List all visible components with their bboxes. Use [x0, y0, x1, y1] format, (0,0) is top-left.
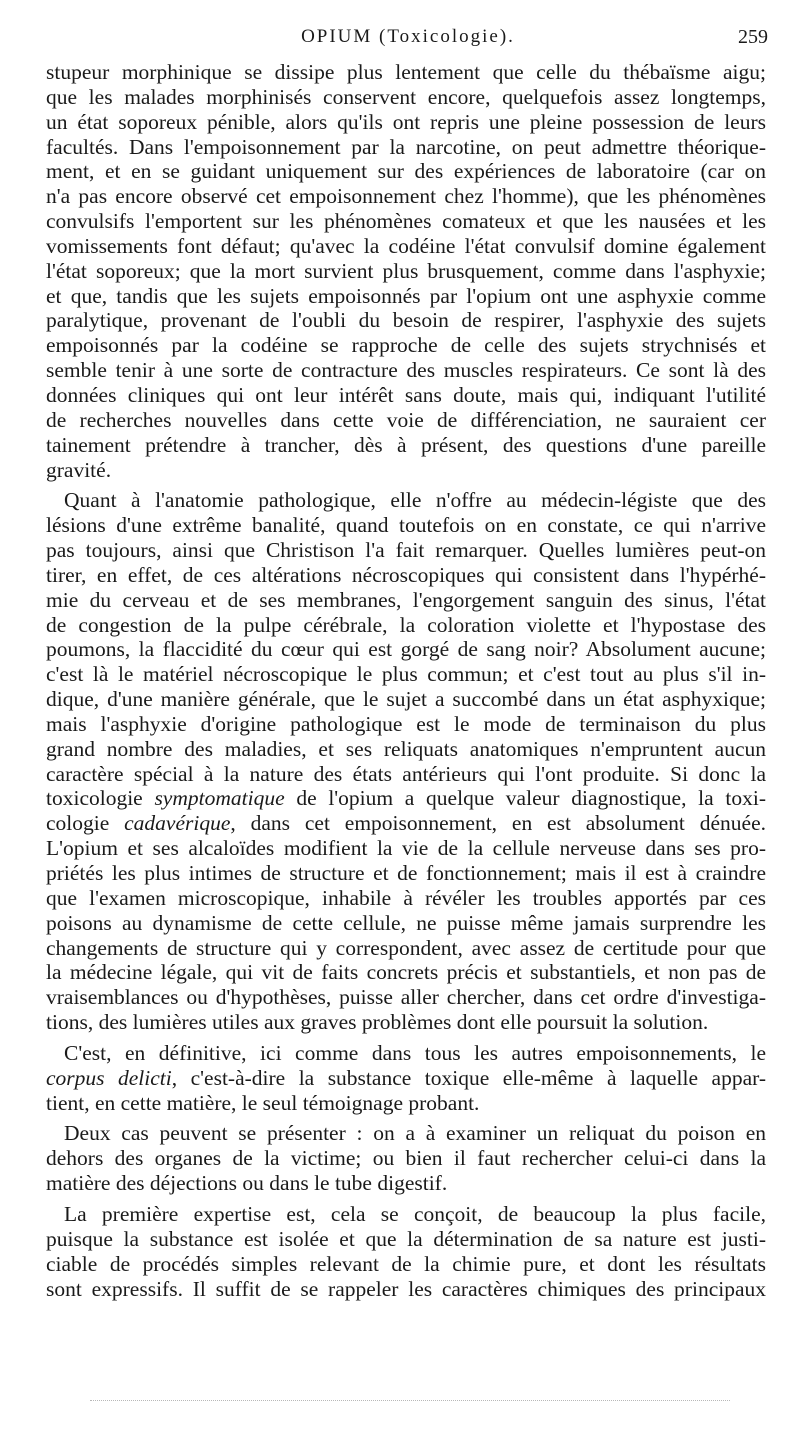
text-line: poumons, la flaccidité du cœur qui est gorgé de sang noir? Absolument aucune; — [46, 637, 766, 662]
text-line: L'opium et ses alcaloïdes modifient la vie de la cellule nerveuse dans ses pro- — [46, 836, 766, 861]
text-line: que l'examen microscopique, inhabile à révéler les troubles apportés par ces — [46, 885, 766, 910]
text-line: vraisemblances ou d'hypothèses, puisse aller chercher, dans cet ordre d'investiga- — [46, 985, 766, 1010]
italic-term: corpus delicti — [46, 1065, 172, 1090]
paragraph — [46, 60, 766, 482]
page-number: 259 — [738, 26, 768, 48]
text-line: Quant à l'anatomie pathologique, elle n'offre au médecin-légiste que des — [64, 488, 766, 513]
text-line: tirer, en effet, de ces altérations nécroscopiques qui consistent dans l'hypérhé- — [46, 562, 766, 587]
running-title: OPIUM (Toxicologie). — [301, 26, 515, 47]
text-line: grand nombre des maladies, et ses reliquats anatomiques n'empruntent aucun — [46, 736, 766, 761]
text-line: un état soporeux pénible, alors qu'ils ont repris une pleine possession de leurs — [46, 109, 766, 134]
italic-term: cadavérique — [124, 811, 231, 836]
text-line: ment, et en se guidant uniquement sur des expériences de laboratoire (car on — [46, 159, 766, 184]
paragraph — [46, 1202, 766, 1301]
paragraph — [46, 1041, 766, 1116]
text-line: changements de structure qui y correspondent, avec assez de certitude pour que — [46, 935, 766, 960]
body-text — [46, 60, 766, 1301]
paragraph — [46, 488, 766, 1035]
text-line: de congestion de la pulpe cérébrale, la coloration violette et l'hypostase des — [46, 612, 766, 637]
page-header — [48, 26, 768, 56]
text-line: n'a pas encore observé cet empoisonnement chez l'homme), que les phénomènes — [46, 184, 766, 209]
text-line: cologie cadavérique, dans cet empoisonnement, en est absolument dénuée. — [46, 811, 766, 836]
text-line: que les malades morphinisés conservent encore, quelquefois assez longtemps, — [46, 84, 766, 109]
text-line: mie du cerveau et de ses membranes, l'engorgement sanguin des sinus, l'état — [46, 587, 766, 612]
text-line: stupeur morphinique se dissipe plus lentement que celle du thébaïsme aigu; — [46, 60, 766, 84]
text-line: données cliniques qui ont leur intérêt sans doute, mais qui, indiquant l'utilité — [46, 382, 766, 407]
text-line: matière des déjections ou dans le tube digestif. — [46, 1171, 448, 1196]
text-line: lésions d'une extrême banalité, quand toutefois on en constate, ce qui n'arrive — [46, 513, 766, 538]
text-line: priétés les plus intimes de structure et de fonctionnement; mais il est à craindre — [46, 861, 766, 885]
text-line: La première expertise est, cela se conçoit, de beaucoup la plus facile, — [64, 1201, 766, 1226]
text-line: paralytique, provenant de l'oubli du besoin de respirer, l'asphyxie des sujets — [46, 308, 766, 333]
text-line: semble tenir à une sorte de contracture des muscles respirateurs. Ce sont là des — [46, 358, 766, 383]
text-line: sont expressifs. Il suffit de se rappeler les caractères chimiques des principaux — [46, 1276, 766, 1301]
text-line: pas toujours, ainsi que Christison l'a fait remarquer. Quelles lumières peut-on — [46, 538, 766, 563]
text-line: vomissements font défaut; qu'avec la codéine l'état convulsif domine également — [46, 233, 766, 258]
text-line: tainement prétendre à trancher, dès à présent, des questions d'une pareille — [46, 432, 766, 457]
text-line: empoisonnés par la codéine se rapproche de celle des sujets strychnisés et — [46, 333, 766, 358]
text-line: dique, d'une manière générale, que le sujet a succombé dans un état asphyxique; — [46, 687, 766, 712]
text-line: Deux cas peuvent se présenter : on a à examiner un reliquat du poison en — [64, 1121, 766, 1146]
text-line: dehors des organes de la victime; ou bien il faut rechercher celui-ci dans la — [46, 1146, 766, 1171]
text-line: mais l'asphyxie d'origine pathologique est le mode de terminaison du plus — [46, 711, 766, 736]
text-line: C'est, en définitive, ici comme dans tous les autres empoisonnements, le — [64, 1040, 766, 1065]
text-line: ciable de procédés simples relevant de la chimie pure, et dont les résultats — [46, 1251, 766, 1276]
text-line: gravité. — [46, 457, 112, 482]
text-line: puisque la substance est isolée et que la détermination de sa nature est justi- — [46, 1226, 766, 1251]
text-line: toxicologie symptomatique de l'opium a quelque valeur diagnostique, la toxi- — [46, 786, 766, 811]
text-line: convulsifs l'emportent sur les phénomènes comateux et que les nausées et les — [46, 209, 766, 234]
text-line: caractère spécial à la nature des états antérieurs qui l'ont produite. Si donc la — [46, 761, 766, 786]
page-bottom-specks — [90, 1400, 730, 1405]
paragraph — [46, 1121, 766, 1196]
italic-term: symptomatique — [154, 786, 285, 811]
text-line: tions, des lumières utiles aux graves problèmes dont elle poursuit la solution. — [46, 1010, 709, 1035]
text-line: facultés. Dans l'empoisonnement par la narcotine, on peut admettre théorique- — [46, 134, 766, 159]
text-line: et que, tandis que les sujets empoisonnés par l'opium ont une asphyxie comme — [46, 283, 766, 308]
text-line: l'état soporeux; que la mort survient plus brusquement, comme dans l'asphyxie; — [46, 258, 766, 283]
text-line: poisons au dynamisme de cette cellule, ne puisse même jamais surprendre les — [46, 910, 766, 935]
text-line: la médecine légale, qui vit de faits concrets précis et substantiels, et non pas de — [46, 960, 766, 985]
text-line: tient, en cette matière, le seul témoignage probant. — [46, 1090, 480, 1115]
text-line: corpus delicti, c'est-à-dire la substance toxique elle-même à laquelle appar- — [46, 1065, 766, 1090]
text-line: c'est là le matériel nécroscopique le plus commun; et c'est tout au plus s'il in- — [46, 662, 766, 687]
text-line: de recherches nouvelles dans cette voie de différenciation, ne sauraient cer — [46, 407, 766, 432]
